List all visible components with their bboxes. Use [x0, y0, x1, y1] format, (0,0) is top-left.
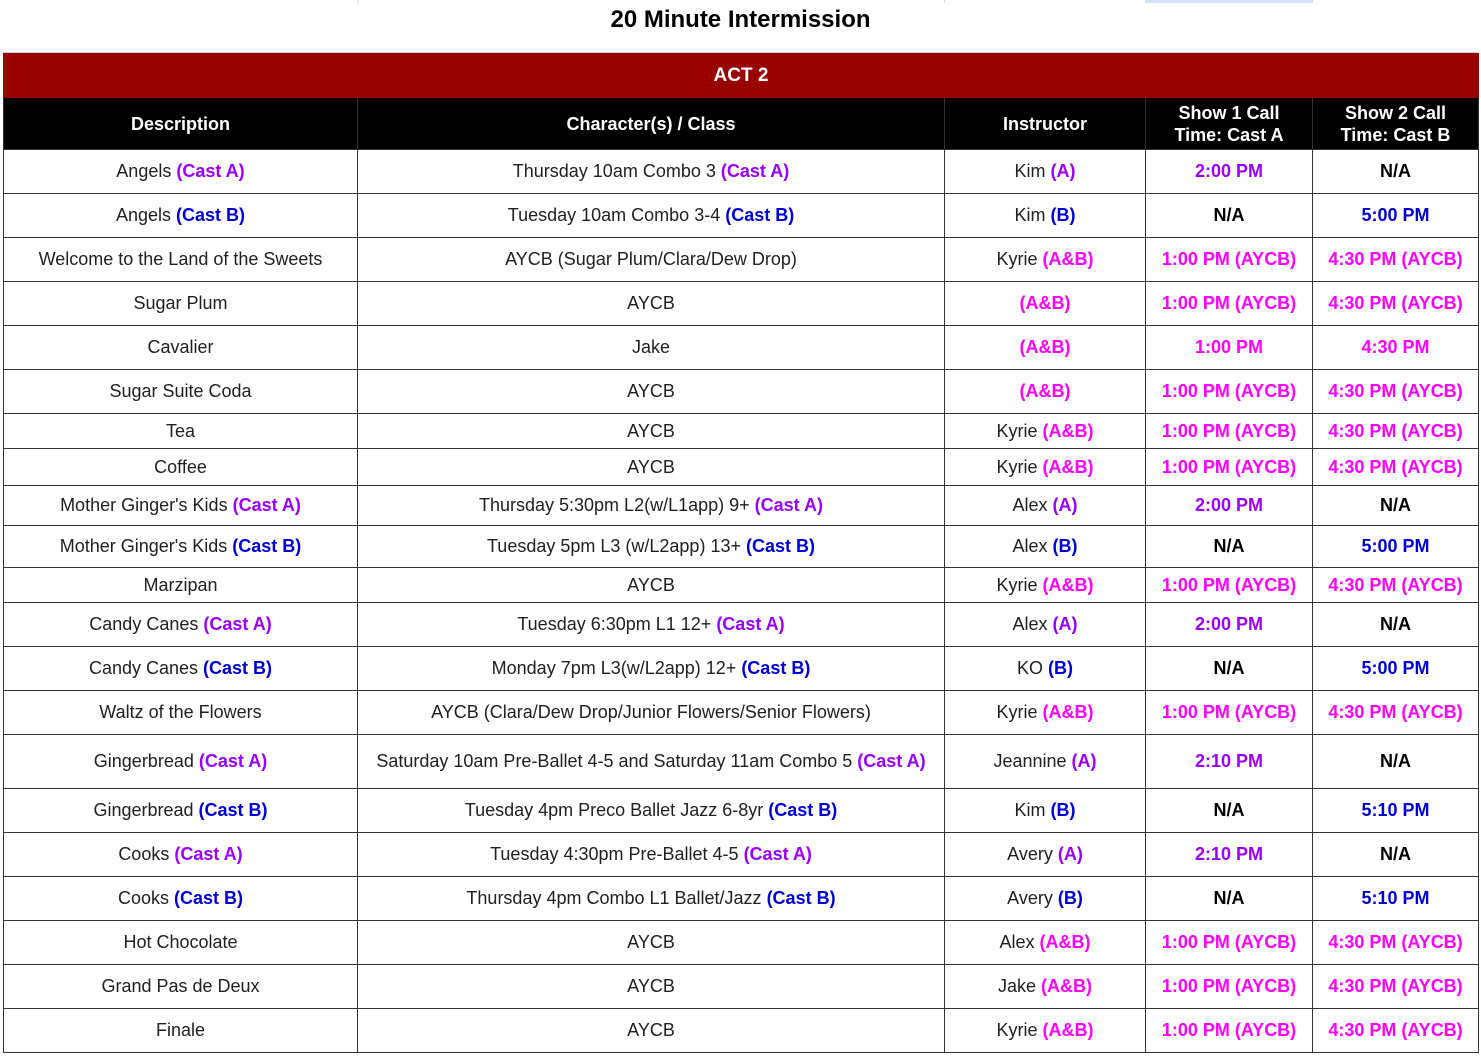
class-cell-cast-tag: (Cast B)	[725, 205, 795, 225]
description-cell-text: Sugar Plum	[133, 293, 228, 313]
description-cell[interactable]	[4, 370, 358, 414]
description-cell-text: Sugar Suite Coda	[109, 381, 252, 401]
schedule-rows	[4, 150, 1479, 1053]
class-cell[interactable]	[358, 194, 945, 238]
description-cell-text: Marzipan	[143, 574, 218, 595]
description-cell[interactable]	[4, 194, 358, 238]
instructor-cell-cast-tag: (A&B)	[1042, 249, 1094, 269]
class-cell[interactable]	[358, 877, 945, 921]
show2-calltime-cell[interactable]: 4:30 PM (AYCB)	[1313, 414, 1479, 449]
show1-calltime-cell[interactable]: 1:00 PM (AYCB)	[1146, 370, 1313, 414]
description-cell[interactable]	[4, 647, 358, 691]
instructor-cell[interactable]	[945, 877, 1146, 921]
instructor-cell[interactable]	[945, 568, 1146, 603]
table-row	[4, 486, 1479, 526]
description-cell[interactable]	[4, 965, 358, 1009]
description-cell-text: Gingerbread	[93, 751, 199, 771]
show2-calltime-cell[interactable]: 4:30 PM (AYCB)	[1313, 568, 1479, 603]
instructor-cell[interactable]	[945, 238, 1146, 282]
description-cell[interactable]	[4, 150, 358, 194]
description-cell-cast-tag: (Cast A)	[176, 161, 245, 181]
description-cell-cast-tag: (Cast A)	[174, 844, 243, 864]
class-cell-cast-tag: (Cast B)	[768, 800, 838, 820]
description-cell[interactable]	[4, 449, 358, 486]
instructor-cell-cast-tag: (A&B)	[1042, 456, 1094, 477]
instructor-cell-text: Kim	[1014, 161, 1051, 181]
instructor-cell[interactable]	[945, 486, 1146, 526]
instructor-cell-text: Avery	[1007, 844, 1058, 864]
instructor-cell-cast-tag: (A)	[1052, 614, 1078, 634]
instructor-cell-text: Alex	[1012, 495, 1053, 515]
class-cell[interactable]	[358, 921, 945, 965]
instructor-cell-cast-tag: (A&B)	[1019, 293, 1071, 313]
instructor-cell[interactable]	[945, 833, 1146, 877]
description-cell-text: Angels	[116, 161, 177, 181]
description-cell-text: Finale	[155, 1020, 206, 1040]
instructor-cell-cast-tag: (B)	[1052, 536, 1078, 556]
instructor-cell-text: KO	[1016, 658, 1048, 678]
instructor-cell-cast-tag: (A&B)	[1042, 420, 1094, 441]
description-cell-text: Hot Chocolate	[123, 932, 238, 952]
show2-calltime-cell[interactable]: 4:30 PM (AYCB)	[1313, 965, 1479, 1009]
instructor-cell-cast-tag: (A&B)	[1042, 702, 1094, 722]
instructor-cell-cast-tag: (A&B)	[1041, 976, 1093, 996]
header-row	[4, 98, 1479, 150]
description-cell-cast-tag: (Cast B)	[174, 888, 244, 908]
class-cell-text: AYCB	[627, 1020, 675, 1040]
table-row	[4, 603, 1479, 647]
class-cell-text: Saturday 10am Pre-Ballet 4-5 and Saturday 11am Combo 5	[376, 751, 858, 771]
show1-calltime-cell[interactable]: N/A	[1146, 877, 1313, 921]
instructor-cell[interactable]	[945, 326, 1146, 370]
description-cell[interactable]	[4, 414, 358, 449]
description-cell-text: Candy Canes	[88, 658, 204, 678]
class-cell-cast-tag: (Cast B)	[741, 658, 811, 678]
table-row	[4, 921, 1479, 965]
class-cell-text: AYCB	[627, 574, 675, 595]
show1-calltime-cell[interactable]: 1:00 PM (AYCB)	[1146, 1009, 1313, 1053]
show2-calltime-cell[interactable]: 5:00 PM	[1313, 526, 1479, 568]
show1-calltime-cell[interactable]: 1:00 PM	[1146, 326, 1313, 370]
show2-calltime-cell[interactable]: 5:00 PM	[1313, 194, 1479, 238]
description-cell-cast-tag: (Cast B)	[198, 800, 268, 820]
show1-calltime-cell[interactable]: 1:00 PM (AYCB)	[1146, 568, 1313, 603]
description-cell[interactable]	[4, 568, 358, 603]
instructor-cell[interactable]	[945, 921, 1146, 965]
instructor-cell-text: Alex	[1012, 614, 1053, 634]
instructor-cell-cast-tag: (A)	[1052, 495, 1078, 515]
description-cell-text: Welcome to the Land of the Sweets	[38, 249, 323, 269]
show2-calltime-cell[interactable]: N/A	[1313, 603, 1479, 647]
description-cell[interactable]	[4, 877, 358, 921]
class-cell[interactable]	[358, 691, 945, 735]
instructor-cell-text: Alex	[999, 932, 1040, 952]
instructor-cell-cast-tag: (B)	[1048, 658, 1073, 678]
show2-calltime-cell[interactable]: 4:30 PM (AYCB)	[1313, 921, 1479, 965]
act-label: ACT 2	[4, 54, 1479, 98]
instructor-cell[interactable]	[945, 1009, 1146, 1053]
description-cell-text: Cooks	[117, 888, 174, 908]
class-cell-text: Tuesday 5pm L3 (w/L2app) 13+	[486, 536, 746, 556]
class-cell[interactable]	[358, 238, 945, 282]
show1-calltime-cell[interactable]: 2:10 PM	[1146, 735, 1313, 789]
show2-calltime-cell[interactable]: 4:30 PM (AYCB)	[1313, 238, 1479, 282]
instructor-cell-text: Kyrie	[996, 420, 1043, 441]
selected-cell-highlight[interactable]	[1145, 0, 1312, 3]
instructor-cell[interactable]	[945, 194, 1146, 238]
table-row	[4, 647, 1479, 691]
show1-calltime-cell[interactable]: N/A	[1146, 194, 1313, 238]
show1-calltime-cell[interactable]: 2:10 PM	[1146, 833, 1313, 877]
description-cell[interactable]	[4, 486, 358, 526]
class-cell[interactable]	[358, 150, 945, 194]
instructor-cell[interactable]	[945, 526, 1146, 568]
description-cell[interactable]	[4, 789, 358, 833]
instructor-cell-cast-tag: (B)	[1050, 205, 1076, 225]
class-cell-text: AYCB	[627, 293, 675, 313]
class-cell[interactable]	[358, 370, 945, 414]
description-cell-text: Tea	[165, 420, 196, 441]
table-row	[4, 238, 1479, 282]
description-cell-cast-tag: (Cast A)	[232, 495, 301, 515]
instructor-cell-cast-tag: (A)	[1050, 161, 1076, 181]
instructor-cell[interactable]	[945, 150, 1146, 194]
class-cell-text: Monday 7pm L3(w/L2app) 12+	[491, 658, 742, 678]
show1-calltime-cell[interactable]: 1:00 PM (AYCB)	[1146, 282, 1313, 326]
description-cell-text: Candy Canes	[89, 614, 204, 634]
class-cell[interactable]	[358, 789, 945, 833]
description-cell-text: Mother Ginger's Kids	[59, 536, 233, 556]
instructor-cell[interactable]	[945, 370, 1146, 414]
instructor-cell[interactable]	[945, 965, 1146, 1009]
class-cell[interactable]	[358, 735, 945, 789]
description-cell-text: Coffee	[154, 456, 207, 477]
show2-calltime-cell[interactable]: 4:30 PM (AYCB)	[1313, 691, 1479, 735]
description-cell-cast-tag: (Cast A)	[203, 614, 272, 634]
table-row	[4, 449, 1479, 486]
class-cell-cast-tag: (Cast A)	[716, 614, 785, 634]
instructor-cell[interactable]	[945, 647, 1146, 691]
instructor-cell[interactable]	[945, 691, 1146, 735]
instructor-cell-cast-tag: (B)	[1057, 888, 1083, 908]
act-banner-row	[4, 54, 1479, 98]
instructor-cell-cast-tag: (A&B)	[1039, 932, 1091, 952]
table-row	[4, 691, 1479, 735]
instructor-cell-text: Kim	[1014, 800, 1051, 820]
instructor-cell-cast-tag: (A&B)	[1042, 1020, 1094, 1040]
class-cell[interactable]	[358, 526, 945, 568]
show2-calltime-cell[interactable]: 4:30 PM (AYCB)	[1313, 449, 1479, 486]
description-cell-cast-tag: (Cast B)	[232, 536, 302, 556]
description-cell[interactable]	[4, 326, 358, 370]
class-cell-text: Jake	[631, 337, 671, 357]
header-description[interactable]: Description	[4, 98, 358, 150]
instructor-cell-cast-tag: (B)	[1050, 800, 1076, 820]
header-show2[interactable]: Show 2 Call Time: Cast B	[1313, 98, 1479, 150]
class-cell-cast-tag: (Cast B)	[745, 536, 815, 556]
show1-calltime-cell[interactable]: 1:00 PM (AYCB)	[1146, 691, 1313, 735]
instructor-cell-text: Kyrie	[996, 702, 1043, 722]
table-row	[4, 326, 1479, 370]
instructor-cell[interactable]	[945, 414, 1146, 449]
table-row	[4, 789, 1479, 833]
instructor-cell-cast-tag: (A)	[1071, 751, 1097, 771]
class-cell-text: Tuesday 4:30pm Pre-Ballet 4-5	[490, 844, 744, 864]
description-cell-text: Cavalier	[147, 337, 214, 357]
table-row	[4, 282, 1479, 326]
table-row	[4, 370, 1479, 414]
table-row	[4, 526, 1479, 568]
instructor-cell-cast-tag: (A&B)	[1019, 381, 1071, 401]
class-cell-cast-tag: (Cast A)	[720, 161, 790, 181]
table-row	[4, 877, 1479, 921]
instructor-cell-cast-tag: (A&B)	[1042, 574, 1094, 595]
description-cell[interactable]	[4, 526, 358, 568]
class-cell-text: Tuesday 4pm Preco Ballet Jazz 6-8yr	[464, 800, 769, 820]
class-cell-text: AYCB	[627, 932, 675, 952]
instructor-cell-cast-tag: (A)	[1057, 844, 1083, 864]
description-cell-cast-tag: (Cast B)	[176, 205, 246, 225]
class-cell[interactable]	[358, 568, 945, 603]
table-row	[4, 1009, 1479, 1053]
description-cell[interactable]	[4, 921, 358, 965]
instructor-cell[interactable]	[945, 735, 1146, 789]
show1-calltime-cell[interactable]: 1:00 PM (AYCB)	[1146, 921, 1313, 965]
table-row	[4, 833, 1479, 877]
instructor-cell-text: Kyrie	[996, 574, 1043, 595]
instructor-cell-text: Kim	[1014, 205, 1051, 225]
show2-calltime-cell[interactable]: 4:30 PM (AYCB)	[1313, 1009, 1479, 1053]
description-cell-text: Gingerbread	[93, 800, 199, 820]
show1-calltime-cell[interactable]: 2:00 PM	[1146, 603, 1313, 647]
class-cell[interactable]	[358, 647, 945, 691]
instructor-cell[interactable]	[945, 603, 1146, 647]
class-cell[interactable]	[358, 449, 945, 486]
table-row	[4, 414, 1479, 449]
description-cell[interactable]	[4, 603, 358, 647]
show1-calltime-cell[interactable]: 1:00 PM (AYCB)	[1146, 238, 1313, 282]
show2-calltime-cell[interactable]: 4:30 PM (AYCB)	[1313, 282, 1479, 326]
instructor-cell-cast-tag: (A&B)	[1019, 337, 1071, 357]
description-cell-cast-tag: (Cast B)	[203, 658, 273, 678]
description-cell[interactable]	[4, 282, 358, 326]
schedule-table	[3, 53, 1479, 1053]
description-cell[interactable]	[4, 735, 358, 789]
class-cell[interactable]	[358, 326, 945, 370]
instructor-cell-text: Kyrie	[996, 249, 1043, 269]
table-row	[4, 965, 1479, 1009]
description-cell-text: Waltz of the Flowers	[99, 702, 262, 722]
instructor-cell-text: Kyrie	[996, 456, 1043, 477]
description-cell-cast-tag: (Cast A)	[198, 751, 268, 771]
page-title: 20 Minute Intermission	[610, 6, 871, 33]
description-cell-text: Angels	[115, 205, 177, 225]
show2-calltime-cell[interactable]: N/A	[1313, 486, 1479, 526]
table-row	[4, 568, 1479, 603]
instructor-cell[interactable]	[945, 449, 1146, 486]
show2-calltime-cell[interactable]: N/A	[1313, 150, 1479, 194]
show2-calltime-cell[interactable]: N/A	[1313, 735, 1479, 789]
description-cell-text: Grand Pas de Deux	[101, 976, 260, 996]
class-cell[interactable]	[358, 414, 945, 449]
class-cell-text: Tuesday 10am Combo 3-4	[507, 205, 726, 225]
header-characters[interactable]: Character(s) / Class	[358, 98, 945, 150]
table-row	[4, 194, 1479, 238]
class-cell[interactable]	[358, 603, 945, 647]
description-cell[interactable]	[4, 833, 358, 877]
class-cell-cast-tag: (Cast A)	[754, 495, 823, 515]
description-cell-text: Mother Ginger's Kids	[60, 495, 233, 515]
header-instructor[interactable]: Instructor	[945, 98, 1146, 150]
description-cell[interactable]	[4, 691, 358, 735]
show2-calltime-cell[interactable]: 5:10 PM	[1313, 789, 1479, 833]
instructor-cell[interactable]	[945, 282, 1146, 326]
table-row	[4, 735, 1479, 789]
header-show1[interactable]: Show 1 Call Time: Cast A	[1146, 98, 1313, 150]
table-row	[4, 150, 1479, 194]
class-cell[interactable]	[358, 282, 945, 326]
instructor-cell-text: Jeannine	[993, 751, 1072, 771]
instructor-cell-text: Alex	[1012, 536, 1053, 556]
class-cell[interactable]	[358, 1009, 945, 1053]
show2-calltime-cell[interactable]: 4:30 PM	[1313, 326, 1479, 370]
show2-calltime-cell[interactable]: 5:00 PM	[1313, 647, 1479, 691]
class-cell-text: AYCB (Sugar Plum/Clara/Dew Drop)	[505, 249, 797, 269]
class-cell-text: Thursday 10am Combo 3	[512, 161, 721, 181]
show1-calltime-cell[interactable]: N/A	[1146, 647, 1313, 691]
class-cell-text: AYCB	[627, 420, 675, 441]
instructor-cell-text: Jake	[997, 976, 1042, 996]
instructor-cell-text: Avery	[1007, 888, 1058, 908]
description-cell[interactable]	[4, 1009, 358, 1053]
class-cell[interactable]	[358, 833, 945, 877]
class-cell-text: AYCB	[627, 976, 675, 996]
title-row	[3, 0, 1478, 53]
description-cell-text: Cooks	[118, 844, 175, 864]
class-cell-cast-tag: (Cast B)	[766, 888, 836, 908]
spreadsheet	[3, 0, 1478, 1053]
class-cell-text: Thursday 4pm Combo L1 Ballet/Jazz	[466, 888, 767, 908]
class-cell-text: Thursday 5:30pm L2(w/L1app) 9+	[478, 495, 755, 515]
show1-calltime-cell[interactable]: N/A	[1146, 526, 1313, 568]
show1-calltime-cell[interactable]: N/A	[1146, 789, 1313, 833]
class-cell[interactable]	[358, 965, 945, 1009]
show1-calltime-cell[interactable]: 1:00 PM (AYCB)	[1146, 414, 1313, 449]
show1-calltime-cell[interactable]: 1:00 PM (AYCB)	[1146, 965, 1313, 1009]
show2-calltime-cell[interactable]: 4:30 PM (AYCB)	[1313, 370, 1479, 414]
class-cell-text: AYCB (Clara/Dew Drop/Junior Flowers/Senior Flowers)	[431, 702, 871, 722]
show1-calltime-cell[interactable]: 1:00 PM (AYCB)	[1146, 449, 1313, 486]
class-cell[interactable]	[358, 486, 945, 526]
class-cell-text: AYCB	[627, 456, 675, 477]
show2-calltime-cell[interactable]: N/A	[1313, 833, 1479, 877]
show1-calltime-cell[interactable]: 2:00 PM	[1146, 486, 1313, 526]
instructor-cell-text: Kyrie	[996, 1020, 1043, 1040]
instructor-cell[interactable]	[945, 789, 1146, 833]
description-cell[interactable]	[4, 238, 358, 282]
class-cell-cast-tag: (Cast A)	[743, 844, 812, 864]
show1-calltime-cell[interactable]: 2:00 PM	[1146, 150, 1313, 194]
class-cell-cast-tag: (Cast A)	[857, 751, 926, 771]
class-cell-text: AYCB	[627, 381, 675, 401]
show2-calltime-cell[interactable]: 5:10 PM	[1313, 877, 1479, 921]
class-cell-text: Tuesday 6:30pm L1 12+	[517, 614, 717, 634]
